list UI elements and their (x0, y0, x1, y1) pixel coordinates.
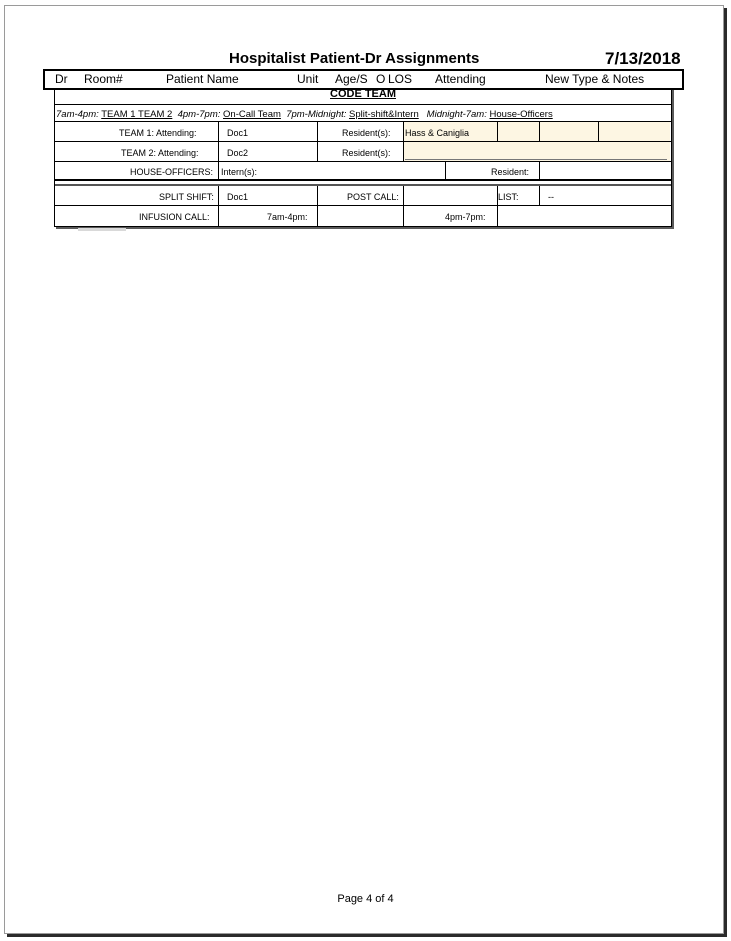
document-title: Hospitalist Patient-Dr Assignments (229, 50, 480, 67)
divider (218, 121, 219, 161)
shift3-label: 7pm-Midnight: (286, 109, 347, 120)
resident-label: Resident: (491, 167, 530, 177)
list-value: -- (548, 192, 554, 202)
divider (403, 186, 404, 226)
team2-resident-label: Resident(s): (342, 148, 391, 158)
divider (539, 161, 540, 179)
divider (405, 159, 667, 160)
shift1-value: TEAM 1 TEAM 2 (101, 109, 173, 120)
col-room: Room# (84, 72, 123, 86)
divider (497, 121, 498, 141)
col-o: O (376, 72, 386, 86)
list-label: LIST: (498, 192, 519, 202)
post-call-label: POST CALL: (347, 192, 399, 202)
page-number: Page 4 of 4 (337, 893, 394, 905)
divider (55, 184, 671, 186)
shift2-value: On-Call Team (223, 109, 281, 120)
divider (218, 186, 219, 226)
divider (539, 186, 540, 206)
infusion-call-label: INFUSION CALL: (139, 212, 210, 222)
col-dr: Dr (55, 72, 68, 86)
divider (539, 121, 540, 141)
col-age: Age/S (335, 72, 368, 86)
divider (55, 104, 671, 105)
divider (317, 186, 318, 226)
shift2-label: 4pm-7pm: (177, 109, 221, 120)
code-team-block (54, 88, 672, 227)
divider (55, 205, 671, 206)
code-team-shifts (56, 109, 553, 120)
divider (218, 161, 219, 179)
divider (403, 121, 404, 161)
col-patient-name: Patient Name (166, 72, 239, 86)
divider (317, 121, 318, 161)
team1-label: TEAM 1: Attending: (119, 128, 197, 138)
split-shift-value: Doc1 (227, 192, 249, 202)
divider (598, 121, 599, 141)
col-attending: Attending (435, 72, 486, 86)
divider (445, 161, 446, 179)
shift4-value: House-Officers (489, 109, 553, 120)
scroll-stub (78, 228, 126, 231)
team1-residents: Hass & Caniglia (405, 128, 470, 138)
col-unit: Unit (297, 72, 319, 86)
split-shift-label: SPLIT SHIFT: (159, 192, 214, 202)
divider (55, 179, 671, 181)
col-los: LOS (388, 72, 413, 86)
house-officers-label: HOUSE-OFFICERS: (130, 167, 214, 177)
team1-attending: Doc1 (227, 128, 249, 138)
divider (55, 161, 671, 162)
intern-label: Intern(s): (221, 167, 258, 177)
team1-resident-label: Resident(s): (342, 128, 391, 138)
shift3-value: Split-shift&Intern (349, 109, 419, 120)
code-team-title: CODE TEAM (330, 88, 396, 100)
column-header-row (43, 69, 684, 90)
col-new-type: New Type & Notes (545, 72, 645, 86)
document-date: 7/13/2018 (605, 49, 681, 68)
infusion-am-label: 7am-4pm: (267, 212, 308, 222)
team2-label: TEAM 2: Attending: (121, 148, 199, 158)
team2-attending: Doc2 (227, 148, 249, 158)
shift4-label: Midnight-7am: (426, 109, 487, 120)
shift1-label: 7am-4pm: (56, 109, 99, 120)
infusion-pm-label: 4pm-7pm: (445, 212, 486, 222)
